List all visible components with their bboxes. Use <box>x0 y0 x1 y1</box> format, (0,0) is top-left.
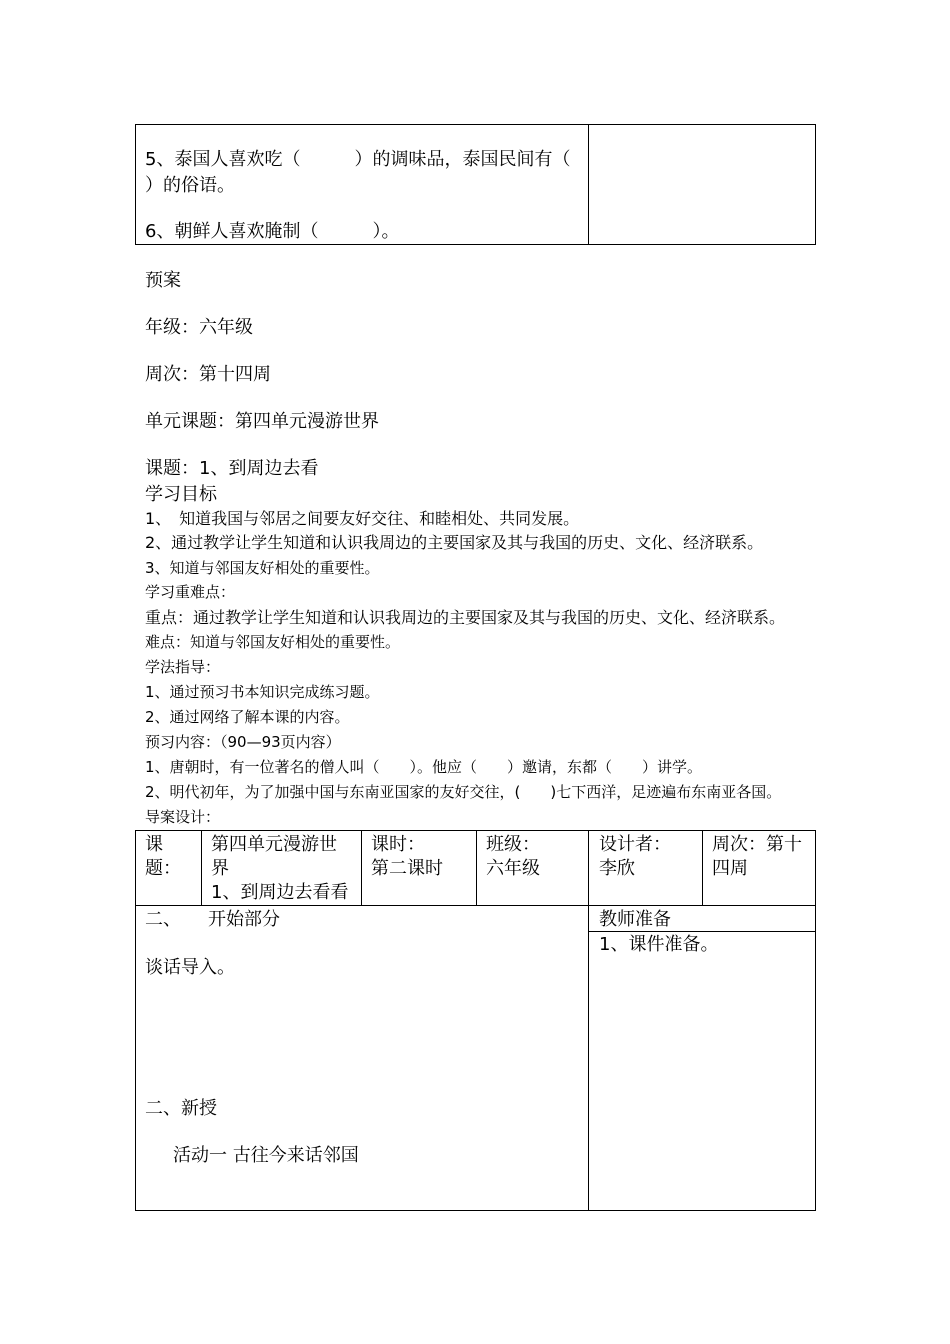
topic-line: 课题：1、到周边去看 <box>145 458 319 479</box>
preview-title: 预习内容：（90—93页内容） <box>145 733 341 751</box>
teacher-prep-title: 教师准备 <box>599 909 671 930</box>
yuan-label: 预案 <box>145 270 181 291</box>
cell-topic-c: 1、到周边去看看 <box>211 882 349 903</box>
question-5-line-a: 5、泰国人喜欢吃（ ）的调味品，泰国民间有（ <box>145 149 571 170</box>
cell-topic-a: 第四单元漫游世 <box>211 834 337 855</box>
section-intro: 谈话导入。 <box>145 957 235 978</box>
cell-period-value: 第二课时 <box>371 858 443 879</box>
cell-designer-value: 李欣 <box>599 858 635 879</box>
cell-topic-label-b: 题： <box>145 858 181 879</box>
col-divider-2 <box>361 830 362 906</box>
goal-item-1: 1、 知道我国与邻居之间要友好交往、和睦相处、共同发展。 <box>145 509 580 528</box>
question-6: 6、朝鲜人喜欢腌制（ ）。 <box>145 221 400 242</box>
week-line: 周次：第十四周 <box>145 364 271 385</box>
method-title: 学法指导： <box>145 658 221 676</box>
goals-title: 学习目标 <box>145 484 217 505</box>
top-table-divider <box>588 124 589 245</box>
cell-period-label: 课时： <box>371 834 425 855</box>
question-5-line-b: ）的俗语。 <box>145 175 235 196</box>
preview-item-2: 2、明代初年，为了加强中国与东南亚国家的友好交往，( )七下西洋，足迹遍布东南亚各国。 <box>145 783 782 801</box>
col-divider-1 <box>201 830 202 906</box>
section-new: 二、新授 <box>145 1098 217 1119</box>
unit-line: 单元课题：第四单元漫游世界 <box>145 411 379 432</box>
cell-topic-b: 界 <box>211 858 229 879</box>
cell-designer-label: 设计者： <box>599 834 671 855</box>
cell-class-value: 六年级 <box>486 858 540 879</box>
cell-week-b: 四周 <box>712 858 748 879</box>
grade-line: 年级：六年级 <box>145 317 253 338</box>
cell-week-a: 周次：第十 <box>712 834 802 855</box>
difficulty-hard: 难点：知道与邻国友好相处的重要性。 <box>145 633 401 651</box>
difficulty-title: 学习重难点： <box>145 583 236 601</box>
method-item-2: 2、通过网络了解本课的内容。 <box>145 708 350 726</box>
difficulty-key: 重点：通过教学让学生知道和认识我周边的主要国家及其与我国的历史、文化、经济联系。 <box>145 608 786 627</box>
cell-topic-label-a: 课 <box>145 834 163 855</box>
col-divider-5 <box>702 830 703 906</box>
goal-item-2: 2、通过教学让学生知道和认识我周边的主要国家及其与我国的历史、文化、经济联系。 <box>145 533 764 552</box>
activity-one: 活动一 古往今来话邻国 <box>173 1145 359 1166</box>
method-item-1: 1、通过预习书本知识完成练习题。 <box>145 683 380 701</box>
cell-class-label: 班级： <box>486 834 540 855</box>
design-title: 导案设计： <box>145 808 221 826</box>
goal-item-3: 3、知道与邻国友好相处的重要性。 <box>145 559 380 577</box>
section-start: 二、 开始部分 <box>145 909 280 930</box>
preview-item-1: 1、唐朝时，有一位著名的僧人叫（ ）。他应（ ）邀请，东都（ ）讲学。 <box>145 758 703 776</box>
col-divider-3 <box>476 830 477 906</box>
col-divider-4 <box>588 830 589 1211</box>
teacher-prep-item: 1、课件准备。 <box>599 934 719 955</box>
